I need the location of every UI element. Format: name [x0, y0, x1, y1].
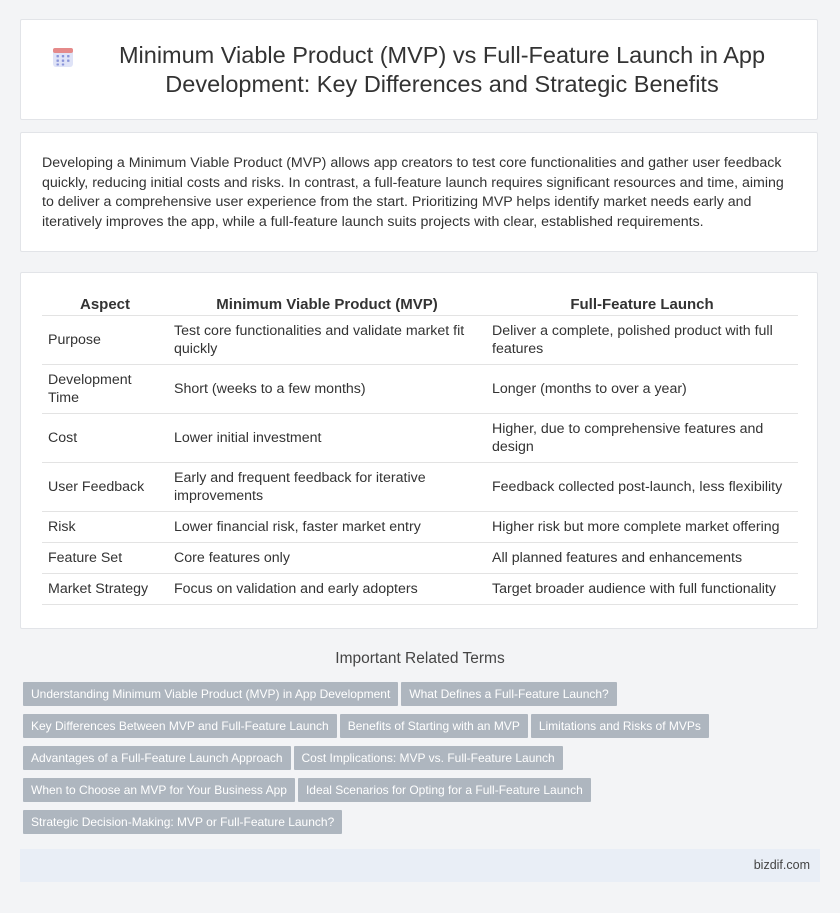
- table-row: [42, 414, 798, 463]
- footer-brand: bizdif.com: [753, 858, 810, 872]
- related-term-tag[interactable]: When to Choose an MVP for Your Business App: [23, 778, 295, 802]
- table-cell: Purpose: [42, 316, 168, 365]
- table-cell: User Feedback: [42, 463, 168, 512]
- intro-paragraph: Developing a Minimum Viable Product (MVP) allows app creators to test core functionalities and gather user feedback quickly, reducing initial costs and risks. In contrast, a full-feature launch requires significant resources and time, aiming to deliver a comprehensive user experience from the start. Prioritizing MVP helps identify market needs early and iteratively improves the app, while a full-feature launch suits projects with clear, established requirements.: [42, 155, 784, 230]
- table-row: [42, 316, 798, 365]
- table-header: Aspect: [42, 293, 168, 316]
- table-cell: Feature Set: [42, 543, 168, 574]
- table-cell: Short (weeks to a few months): [168, 365, 486, 414]
- table-cell: Test core functionalities and validate market fit quickly: [168, 316, 486, 365]
- table-cell: Focus on validation and early adopters: [168, 574, 486, 605]
- related-term-tag[interactable]: Limitations and Risks of MVPs: [531, 714, 709, 738]
- table-cell: All planned features and enhancements: [486, 543, 798, 574]
- table-row: [42, 512, 798, 543]
- related-term-tag[interactable]: Strategic Decision-Making: MVP or Full-Feature Launch?: [23, 810, 342, 834]
- table-cell: Core features only: [168, 543, 486, 574]
- table-cell: Higher, due to comprehensive features and design: [486, 414, 798, 463]
- related-term-tag[interactable]: Ideal Scenarios for Opting for a Full-Feature Launch: [298, 778, 591, 802]
- intro-card: [20, 132, 818, 252]
- table-cell: Deliver a complete, polished product with full features: [486, 316, 798, 365]
- table-cell: Higher risk but more complete market offering: [486, 512, 798, 543]
- table-cell: Cost: [42, 414, 168, 463]
- table-header: Minimum Viable Product (MVP): [168, 293, 486, 316]
- table-cell: Feedback collected post-launch, less flexibility: [486, 463, 798, 512]
- related-term-tag[interactable]: Benefits of Starting with an MVP: [340, 714, 528, 738]
- table-cell: Target broader audience with full functionality: [486, 574, 798, 605]
- related-term-tag[interactable]: Advantages of a Full-Feature Launch Approach: [23, 746, 291, 770]
- related-term-tag[interactable]: Understanding Minimum Viable Product (MVP) in App Development: [23, 682, 398, 706]
- related-term-tag[interactable]: Cost Implications: MVP vs. Full-Feature Launch: [294, 746, 563, 770]
- table-cell: Market Strategy: [42, 574, 168, 605]
- table-row: [42, 543, 798, 574]
- comparison-table: [42, 293, 798, 605]
- table-row: [42, 365, 798, 414]
- table-row: [42, 574, 798, 605]
- header-card: [20, 19, 818, 120]
- page-title: Minimum Viable Product (MVP) vs Full-Feature Launch in App Development: Key Differences and Strategic Benefits: [118, 41, 766, 97]
- table-cell: Early and frequent feedback for iterative improvements: [168, 463, 486, 512]
- related-term-tag[interactable]: What Defines a Full-Feature Launch?: [401, 682, 616, 706]
- related-terms-list: [23, 682, 823, 842]
- comparison-card: [20, 272, 818, 629]
- related-terms-title: Important Related Terms: [335, 650, 505, 667]
- table-header-row: [42, 293, 798, 316]
- table-cell: Longer (months to over a year): [486, 365, 798, 414]
- table-cell: Lower initial investment: [168, 414, 486, 463]
- footer: [20, 849, 820, 882]
- table-cell: Risk: [42, 512, 168, 543]
- related-term-tag[interactable]: Key Differences Between MVP and Full-Feature Launch: [23, 714, 337, 738]
- table-header: Full-Feature Launch: [486, 293, 798, 316]
- table-cell: Development Time: [42, 365, 168, 414]
- calendar-icon: [51, 45, 75, 69]
- table-cell: Lower financial risk, faster market entry: [168, 512, 486, 543]
- table-row: [42, 463, 798, 512]
